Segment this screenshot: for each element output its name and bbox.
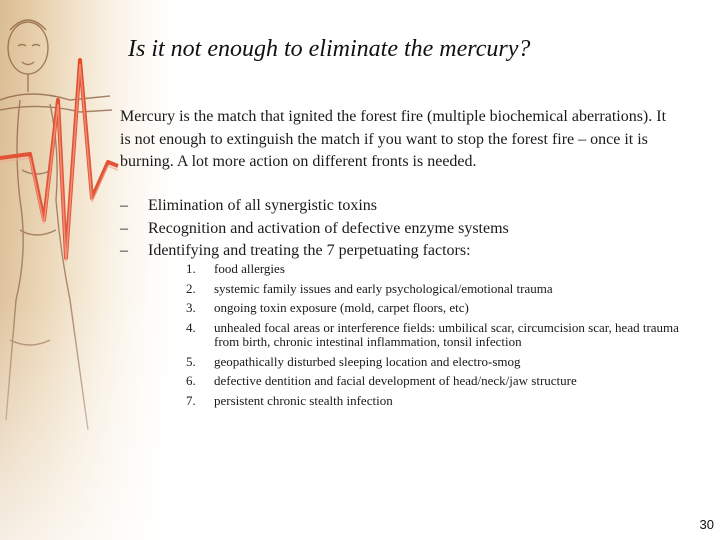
bullet-list: [120, 195, 680, 263]
bullet-dash: –: [120, 242, 128, 260]
page-number: 30: [699, 517, 714, 532]
intro-paragraph: Mercury is the match that ignited the forest fire (multiple biochemical aberrations). It is not enough to extinguish the match if you want to stop the forest fire – once it is burning. A lot more action on different fronts is needed.: [120, 108, 667, 171]
bullet-dash: –: [120, 197, 128, 214]
bullet-text: Elimination of all synergistic toxins: [148, 197, 378, 214]
list-item: [186, 282, 686, 297]
list-item: [186, 321, 686, 350]
list-item: [186, 355, 686, 370]
slide-title: Is it not enough to eliminate the mercury?: [128, 36, 531, 62]
factor-number: 2.: [186, 280, 196, 296]
factor-text: systemic family issues and early psychological/emotional trauma: [214, 280, 553, 296]
factor-number: 6.: [186, 373, 196, 388]
factor-number: 7.: [186, 392, 196, 408]
list-item: [120, 195, 680, 218]
factor-text: defective dentition and facial development of head/neck/jaw structure: [214, 373, 577, 388]
bullet-text: Identifying and treating the 7 perpetuating factors:: [148, 242, 471, 260]
perpetuating-factors-list: [186, 262, 686, 413]
bullet-text: Recognition and activation of defective enzyme systems: [148, 219, 509, 237]
factor-text: unhealed focal areas or interference fields: umbilical scar, circumcision scar, head trauma from birth, chronic intestinal inflammation, tonsil infection: [214, 319, 679, 349]
list-item: [120, 240, 680, 263]
factor-text: geopathically disturbed sleeping location and electro-smog: [214, 353, 521, 369]
list-item: [186, 394, 686, 409]
factor-text: ongoing toxin exposure (mold, carpet floors, etc): [214, 300, 469, 315]
list-item: [186, 374, 686, 389]
factor-number: 5.: [186, 353, 196, 369]
factor-number: 3.: [186, 300, 196, 315]
bullet-dash: –: [120, 219, 128, 237]
factor-text: persistent chronic stealth infection: [214, 392, 393, 408]
list-item: [120, 218, 680, 241]
list-item: [186, 301, 686, 316]
list-item: [186, 262, 686, 277]
factor-number: 1.: [186, 261, 196, 276]
factor-text: food allergies: [214, 261, 285, 276]
factor-number: 4.: [186, 319, 196, 335]
